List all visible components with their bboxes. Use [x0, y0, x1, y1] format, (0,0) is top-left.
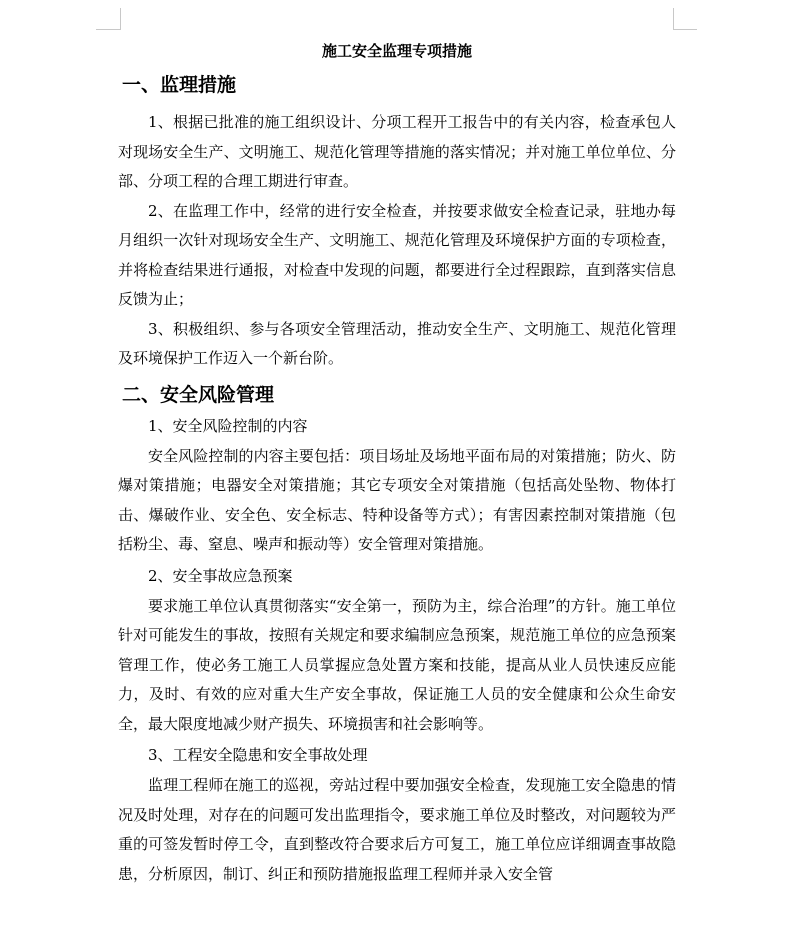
paragraph: 要求施工单位认真贯彻落实“安全第一，预防为主，综合治理”的方针。施工单位针对可能发生的事故，按照有关规定和要求编制应急预案，规范施工单位的应急预案管理工作，使必务工施工人员掌握应急处置方案和技能，提高从业人员快速反应能力，及时、有效的应对重大生产安全事故，保证施工人员的安全健康和公众生命安全，最大限度地减少财产损失、环境损害和社会影响等。 [118, 596, 676, 733]
subsection-title: 3、工程安全隐患和安全事故处理 [148, 746, 368, 764]
document-title: 施工安全监理专项措施 [321, 42, 472, 60]
paragraph: 3、积极组织、参与各项安全管理活动，推动安全生产、文明施工、规范化管理及环境保护工作迈入一个新台阶。 [118, 319, 676, 367]
crop-mark-top-left [120, 8, 121, 30]
paragraph: 安全风险控制的内容主要包括：项目场址及场地平面布局的对策措施；防火、防爆对策措施；电器安全对策措施；其它专项安全对策措施（包括高处坠物、物体打击、爆破作业、安全色、安全标志、特种设备等方式）；有害因素控制对策措施（包括粉尘、毒、窒息、噪声和振动等）安全管理对策措施。 [118, 446, 676, 553]
section-heading-risk: 二、安全风险管理 [122, 383, 275, 406]
paragraph: 1、根据已批准的施工组织设计、分项工程开工报告中的有关内容，检查承包人对现场安全生产、文明施工、规范化管理等措施的落实情况；并对施工单位单位、分部、分项工程的合理工期进行审查。 [118, 113, 676, 190]
paragraph: 2、在监理工作中，经常的进行安全检查，并按要求做安全检查记录，驻地办每月组织一次针对现场安全生产、文明施工、规范化管理及环境保护方面的专项检查，并将检查结果进行通报，对检查中发现的问题，都要进行全过程跟踪，直到落实信息反馈为止； [118, 201, 676, 308]
subsection-title: 1、安全风险控制的内容 [148, 416, 308, 435]
document-body [118, 40, 676, 889]
subsection-title: 2、安全事故应急预案 [148, 566, 293, 585]
crop-mark-top-left [96, 29, 120, 30]
crop-mark-top-right [673, 29, 697, 30]
paragraph: 监理工程师在施工的巡视，旁站过程中要加强安全检查，发现施工安全隐患的情况及时处理，对存在的问题可发出监理指令，要求施工单位及时整改，对问题较为严重的可签发暂时停工令，直到整改符合要求后方可复工，施工单位应详细调查事故隐患，分析原因，制订、纠正和预防措施报监理工程师并录入安全管 [118, 776, 676, 883]
section-heading-measures: 一、监理措施 [122, 74, 237, 96]
crop-mark-top-right [673, 8, 674, 30]
